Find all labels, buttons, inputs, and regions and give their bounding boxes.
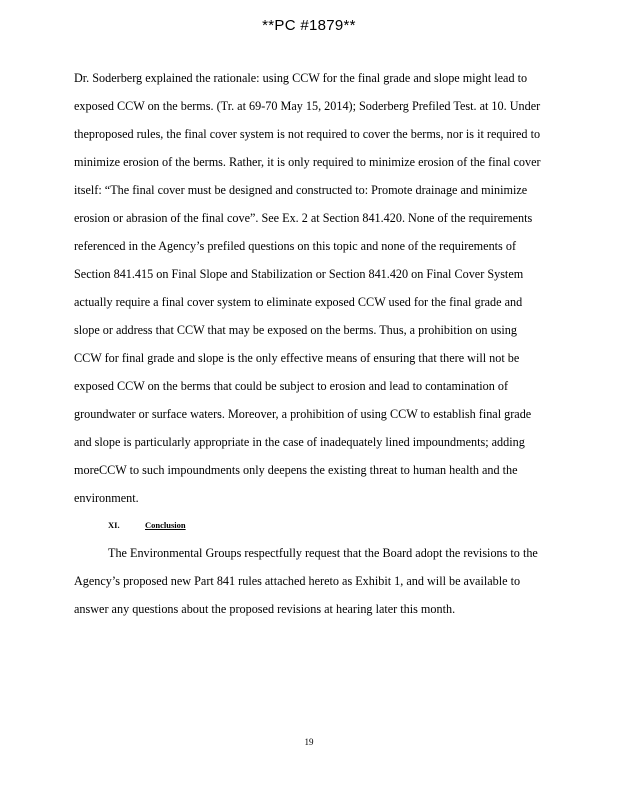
- text-line: slope or address that CCW that may be exposed on the berms. Thus, a prohibition on using: [74, 323, 517, 337]
- text-line: Section 841.415 on Final Slope and Stabilization or Section 841.420 on Final Cover System: [74, 267, 524, 281]
- text-line: theproposed rules, the final cover system is not required to cover the berms, nor is it required to: [74, 127, 541, 141]
- text-line: exposed CCW on the berms. (Tr. at 69-70 May 15, 2014); Soderberg Prefiled Test. at 10. Under: [74, 99, 541, 113]
- text-line: Agency’s proposed new Part 841 rules attached hereto as Exhibit 1, and will be available to: [74, 574, 521, 588]
- section-number: XI.: [108, 520, 120, 530]
- document-id-header: **PC #1879**: [262, 17, 356, 34]
- text-line: moreCCW to such impoundments only deepens the existing threat to human health and the: [74, 463, 518, 477]
- text-line: actually require a final cover system to eliminate exposed CCW used for the final grade and: [74, 295, 523, 309]
- text-line: The Environmental Groups respectfully request that the Board adopt the revisions to the: [108, 546, 538, 560]
- section-title: Conclusion: [145, 520, 186, 530]
- text-line: and slope is particularly appropriate in the case of inadequately lined impoundments; adding: [74, 435, 525, 449]
- text-line: itself: “The final cover must be designed and constructed to: Promote drainage and minimize: [74, 183, 528, 197]
- text-line: referenced in the Agency’s prefiled questions on this topic and none of the requirements of: [74, 239, 516, 253]
- text-line: groundwater or surface waters. Moreover, a prohibition of using CCW to establish final grade: [74, 407, 532, 421]
- text-line: minimize erosion of the berms. Rather, it is only required to minimize erosion of the final cover: [74, 155, 541, 169]
- page-number: 19: [304, 737, 314, 747]
- text-line: erosion or abrasion of the final cove”. See Ex. 2 at Section 841.420. None of the requirements: [74, 211, 533, 225]
- text-line: CCW for final grade and slope is the only effective means of ensuring that there will not be: [74, 351, 520, 365]
- text-line: Dr. Soderberg explained the rationale: using CCW for the final grade and slope might lead to: [74, 71, 528, 85]
- text-line: environment.: [74, 491, 139, 505]
- section-heading: [108, 520, 203, 530]
- text-line: answer any questions about the proposed revisions at hearing later this month.: [74, 602, 456, 616]
- text-line: exposed CCW on the berms that could be subject to erosion and lead to contamination of: [74, 379, 509, 393]
